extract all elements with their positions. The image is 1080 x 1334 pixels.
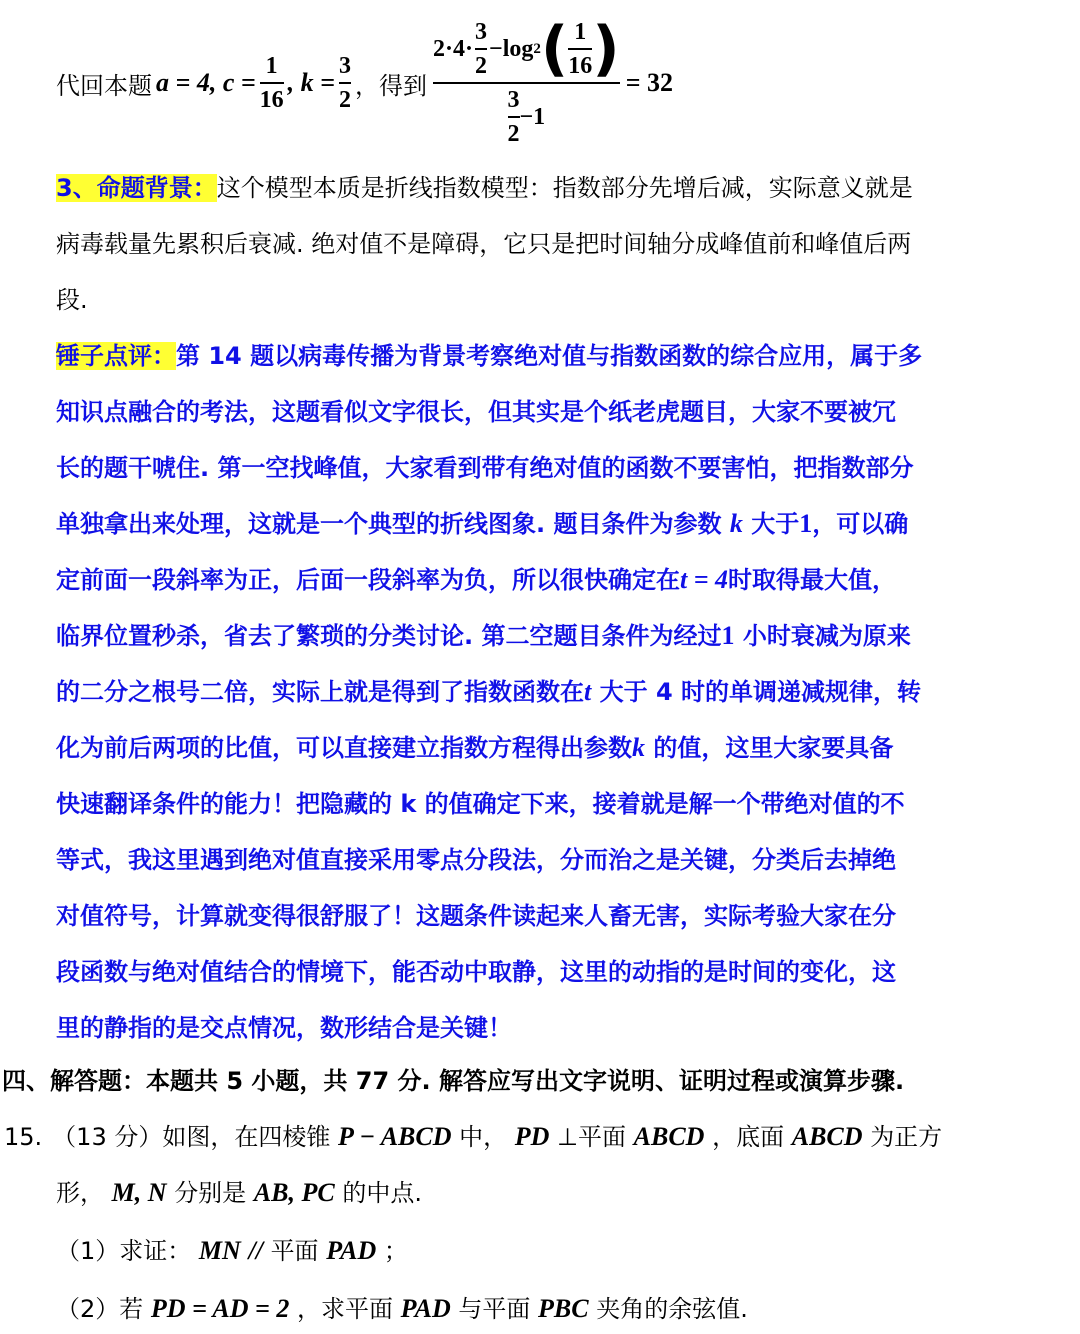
t-equals-4: t = 4	[680, 565, 729, 594]
comment-line-12	[56, 955, 1060, 989]
numerator-frac-bottom: 2	[475, 53, 488, 79]
question-number: 15.	[4, 1123, 43, 1151]
q15-text-a: （13 分）如图，在四棱锥	[52, 1123, 331, 1151]
comment-text-11: 对值符号，计算就变得很舒服了！这题条件读起来人畜无害，实际考验大家在分	[56, 902, 896, 930]
pyramid-name: P − ABCD	[337, 1122, 452, 1151]
part1-label: （1）求证：	[56, 1237, 192, 1265]
q15-part-1	[56, 1234, 1060, 1268]
background-text-2: 病毒载量先累积后衰减. 绝对值不是障碍，它只是把时间轴分成峰值前和峰值后两	[56, 230, 912, 258]
q15-text-g: 分别是	[174, 1179, 247, 1207]
formula-a-eq: a = 4, c =	[156, 68, 256, 97]
comment-line-9	[56, 787, 1060, 821]
segment-pd: PD	[514, 1122, 550, 1151]
formula-mid: ，得到	[355, 71, 427, 100]
comment-text-1: 第 14 题以病毒传播为背景考察绝对值与指数函数的综合应用，属于多	[176, 342, 923, 370]
comment-text-8b: 的值，这里大家要具备	[653, 734, 894, 762]
comment-text-8a: 化为前后两项的比值，可以直接建立指数方程得出参数	[56, 734, 632, 762]
comment-text-4a: 单独拿出来处理，这就是一个典型的折线图象. 题目条件为参数	[56, 510, 722, 538]
param-k: k	[632, 733, 645, 762]
fraction-k	[339, 52, 351, 114]
formula-result: = 32	[625, 68, 674, 97]
den-minus-one: −1	[519, 103, 546, 130]
part2-label: （2）若	[56, 1295, 144, 1323]
big-numerator	[433, 14, 620, 84]
plane-abcd: ABCD	[633, 1122, 705, 1151]
background-line-1	[56, 171, 1060, 205]
perp-symbol: ⊥	[557, 1123, 578, 1151]
comment-line-3	[56, 451, 1060, 485]
pd-ad-equation: PD = AD = 2	[150, 1294, 290, 1323]
comment-line-11	[56, 899, 1060, 933]
inner-frac	[568, 18, 592, 80]
part2-text-c: 与平面	[458, 1295, 531, 1323]
q15-text-b: 中，	[459, 1123, 508, 1151]
comment-text-5b: 时取得最大值，	[728, 566, 897, 594]
comment-line-2	[56, 395, 1060, 429]
points-mn: M, N	[111, 1178, 167, 1207]
value-one: 1	[721, 621, 735, 650]
q15-line-2	[56, 1176, 1060, 1210]
c-denominator: 16	[259, 87, 284, 113]
background-text-3: 段.	[56, 286, 88, 314]
segment-mn: MN	[198, 1236, 241, 1265]
comment-text-4b: 大于	[751, 510, 800, 538]
q15-text-d: ，底面	[712, 1123, 785, 1151]
formula-prefix: 代回本题	[56, 71, 152, 100]
right-paren: )	[592, 14, 620, 84]
den-frac-bottom: 2	[507, 121, 520, 147]
param-k: k	[729, 509, 743, 538]
fraction-bar	[508, 116, 520, 118]
background-line-3	[56, 283, 1060, 317]
comment-text-10: 等式，我这里遇到绝对值直接采用零点分段法，分而治之是关键，分类后去掉绝	[56, 846, 896, 874]
log-base: 2	[533, 40, 541, 57]
big-denominator	[433, 86, 620, 148]
background-label: 3、命题背景：	[56, 174, 217, 202]
big-fraction	[433, 14, 620, 148]
fraction-bar	[568, 48, 592, 50]
comment-text-2: 知识点融合的考法，这题看似文字很长，但其实是个纸老虎题目，大家不要被冗	[56, 398, 896, 426]
comment-line-7	[56, 675, 1060, 709]
comment-text-9: 快速翻译条件的能力！把隐藏的 k 的值确定下来，接着就是解一个带绝对值的不	[56, 790, 905, 818]
formula-line	[56, 8, 673, 158]
comment-line-4	[56, 507, 1060, 541]
log-text: −log	[489, 35, 534, 62]
comment-label: 锤子点评：	[56, 342, 176, 370]
background-line-2	[56, 227, 1060, 261]
comment-text-7a: 的二分之根号二倍，实际上就是得到了指数函数在	[56, 678, 584, 706]
q15-text-f: 形，	[56, 1179, 104, 1207]
part2-text-b: ，求平面	[297, 1295, 394, 1323]
base-abcd: ABCD	[791, 1122, 863, 1151]
plane-pbc: PBC	[538, 1294, 589, 1323]
inner-num: 1	[574, 19, 587, 45]
part2-text-d: 夹角的余弦值.	[596, 1295, 748, 1323]
numerator-frac	[475, 18, 487, 80]
comment-text-6b: 小时衰减为原来	[742, 622, 911, 650]
c-numerator: 1	[265, 53, 278, 79]
fraction-bar	[260, 82, 284, 84]
comment-line-1	[56, 339, 1060, 373]
comment-text-3: 长的题干唬住. 第一空找峰值，大家看到带有绝对值的函数不要害怕，把指数部分	[56, 454, 914, 482]
comment-text-5a: 定前面一段斜率为正，后面一段斜率为负，所以很快确定在	[56, 566, 680, 594]
fraction-bar	[475, 48, 487, 50]
fraction-c	[260, 52, 284, 114]
plane-pad: PAD	[400, 1294, 451, 1323]
comment-line-8	[56, 731, 1060, 765]
var-t: t	[584, 677, 592, 706]
k-numerator: 3	[339, 53, 351, 79]
comment-text-12: 段函数与绝对值结合的情境下，能否动中取静，这里的动指的是时间的变化，这	[56, 958, 896, 986]
numerator-coeff: 2·4·	[433, 35, 474, 62]
numerator-frac-top: 3	[475, 19, 488, 45]
segments-ab-pc: AB, PC	[253, 1178, 335, 1207]
q15-text-h: 的中点.	[342, 1179, 423, 1207]
part1-end: ；	[383, 1237, 408, 1265]
section-heading: 四、解答题：本题共 5 小题，共 77 分. 解答应写出文字说明、证明过程或演算步骤.	[2, 1067, 905, 1095]
plane-pad: PAD	[326, 1236, 377, 1265]
q15-text-e: 为正方	[870, 1123, 943, 1151]
fraction-bar	[339, 82, 351, 84]
q15-text-c: 平面	[578, 1123, 626, 1151]
comment-line-6	[56, 619, 1060, 653]
part1-plane: 平面	[270, 1237, 319, 1265]
q15-line-1	[4, 1120, 942, 1154]
comment-text-4c: ，可以确	[812, 510, 909, 538]
k-denominator: 2	[339, 87, 351, 113]
formula-k-eq: , k =	[287, 68, 335, 97]
den-frac-top: 3	[507, 87, 520, 113]
left-paren: (	[540, 14, 569, 84]
value-one: 1	[799, 509, 813, 538]
comment-line-10	[56, 843, 1060, 877]
comment-text-6a: 临界位置秒杀，省去了繁琐的分类讨论. 第二空题目条件为经过	[56, 622, 722, 650]
q15-part-2	[56, 1292, 1060, 1326]
denominator-frac	[508, 86, 520, 148]
parallel-symbol: //	[248, 1236, 263, 1265]
background-text-1: 这个模型本质是折线指数模型：指数部分先增后减，实际意义就是	[216, 174, 913, 202]
comment-text-13: 里的静指的是交点情况，数形结合是关键！	[56, 1014, 512, 1042]
inner-den: 16	[568, 53, 593, 79]
comment-line-13	[56, 1011, 1060, 1045]
comment-line-5	[56, 563, 1060, 597]
comment-text-7b: 大于 4 时的单调递减规律，转	[599, 678, 922, 706]
